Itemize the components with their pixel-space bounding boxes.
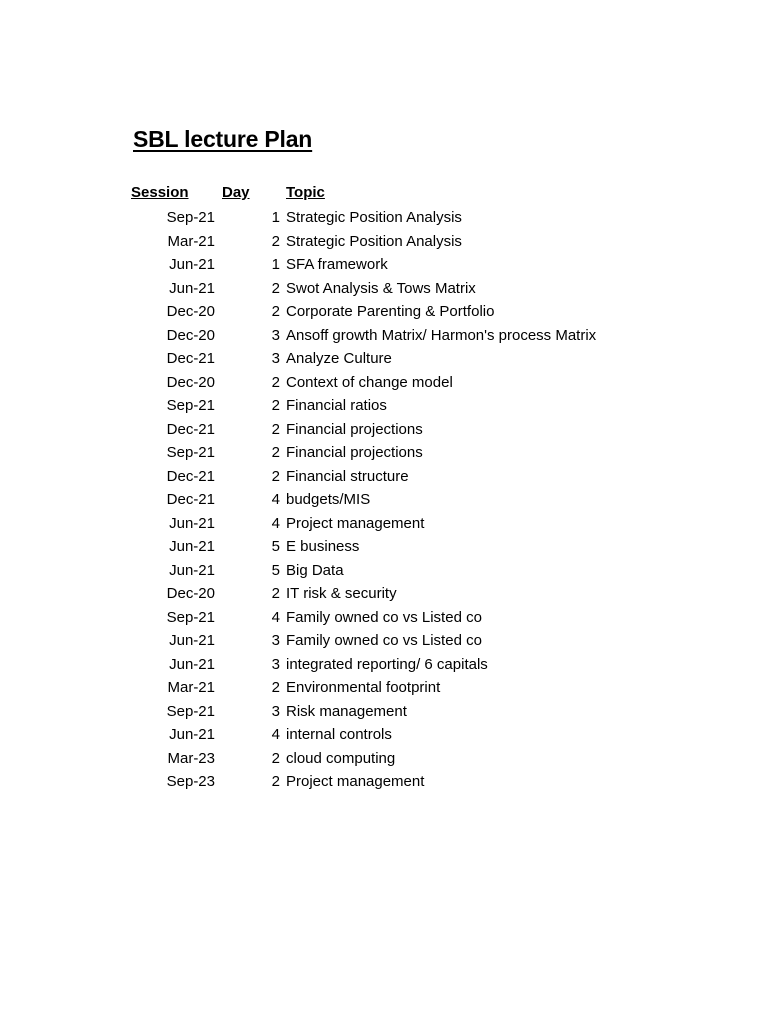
session-cell: Mar-21: [167, 232, 215, 250]
session-cell: Jun-21: [169, 561, 215, 579]
table-row: [0, 747, 768, 771]
topic-cell: internal controls: [286, 726, 392, 743]
session-cell: Dec-20: [166, 585, 215, 602]
topic-cell: IT risk & security: [286, 585, 397, 602]
table-row: [0, 559, 768, 583]
table-row: [0, 347, 768, 371]
table-row: [0, 770, 768, 794]
topic-cell: Environmental footprint: [286, 679, 441, 696]
topic-cell: Financial structure: [286, 467, 409, 485]
day-cell: 2: [271, 679, 280, 696]
topic-cell: SFA framework: [286, 256, 388, 273]
session-cell: Jun-21: [169, 655, 215, 673]
topic-cell: Corporate Parenting & Portfolio: [286, 303, 495, 320]
table-row: [0, 394, 768, 418]
topic-cell: budgets/MIS: [286, 491, 371, 508]
topic-cell: Strategic Position Analysis: [286, 232, 462, 250]
topic-cell: Risk management: [286, 702, 407, 720]
day-cell: 4: [271, 491, 280, 508]
table-row: [0, 676, 768, 700]
table-row: [0, 230, 768, 254]
session-cell: Sep-21: [166, 702, 215, 720]
table-header: [0, 184, 768, 206]
table-row: [0, 629, 768, 653]
day-cell: 2: [271, 444, 280, 461]
day-cell: 3: [271, 326, 280, 344]
page-title: SBL lecture Plan: [133, 126, 313, 152]
table-row: [0, 465, 768, 489]
table-row: [0, 418, 768, 442]
table-row: [0, 488, 768, 512]
day-cell: 3: [271, 702, 280, 720]
day-cell: 5: [271, 538, 280, 555]
table-row: [0, 300, 768, 324]
table-row: [0, 371, 768, 395]
day-cell: 2: [271, 773, 280, 790]
day-cell: 5: [271, 561, 280, 579]
topic-cell: Financial ratios: [286, 397, 387, 414]
session-cell: Dec-20: [166, 326, 215, 344]
day-cell: 1: [271, 256, 280, 273]
session-cell: Dec-20: [166, 373, 215, 391]
topic-cell: cloud computing: [286, 749, 396, 767]
session-cell: Sep-21: [166, 397, 215, 414]
session-cell: Dec-21: [166, 491, 215, 508]
day-cell: 2: [271, 585, 280, 602]
day-cell: 2: [271, 373, 280, 391]
session-cell: Sep-23: [166, 773, 215, 790]
session-cell: Sep-21: [166, 444, 215, 461]
topic-cell: Family owned co vs Listed co: [286, 608, 482, 626]
table-row: [0, 582, 768, 606]
column-header-day: Day: [222, 184, 250, 201]
topic-cell: E business: [286, 538, 360, 555]
topic-cell: Project management: [286, 514, 425, 532]
session-cell: Jun-21: [169, 279, 215, 297]
session-cell: Dec-20: [166, 303, 215, 320]
table-row: [0, 441, 768, 465]
session-cell: Jun-21: [169, 632, 215, 649]
day-cell: 4: [271, 514, 280, 532]
topic-cell: Strategic Position Analysis: [286, 209, 462, 226]
column-header-session: Session: [131, 184, 189, 201]
day-cell: 2: [271, 397, 280, 414]
table-row: [0, 512, 768, 536]
topic-cell: integrated reporting/ 6 capitals: [286, 655, 488, 673]
topic-cell: Analyze Culture: [286, 350, 392, 367]
session-cell: Dec-21: [166, 467, 215, 485]
day-cell: 2: [271, 420, 280, 438]
session-cell: Jun-21: [169, 514, 215, 532]
session-cell: Sep-21: [166, 209, 215, 226]
table-row: [0, 535, 768, 559]
table-row: [0, 606, 768, 630]
day-cell: 2: [271, 232, 280, 250]
session-cell: Jun-21: [169, 726, 215, 743]
session-cell: Sep-21: [166, 608, 215, 626]
table-row: [0, 253, 768, 277]
table-row: [0, 723, 768, 747]
topic-cell: Project management: [286, 773, 425, 790]
day-cell: 1: [271, 209, 280, 226]
column-header-topic: Topic: [286, 184, 325, 201]
table-row: [0, 324, 768, 348]
table-row: [0, 700, 768, 724]
day-cell: 4: [271, 726, 280, 743]
topic-cell: Financial projections: [286, 444, 423, 461]
topic-cell: Swot Analysis & Tows Matrix: [286, 279, 476, 297]
lecture-table: [0, 206, 768, 794]
day-cell: 3: [271, 655, 280, 673]
day-cell: 2: [271, 749, 280, 767]
table-row: [0, 277, 768, 301]
table-row: [0, 653, 768, 677]
session-cell: Dec-21: [166, 350, 215, 367]
day-cell: 3: [271, 632, 280, 649]
topic-cell: Family owned co vs Listed co: [286, 632, 482, 649]
day-cell: 2: [271, 467, 280, 485]
session-cell: Jun-21: [169, 256, 215, 273]
session-cell: Jun-21: [169, 538, 215, 555]
table-row: [0, 206, 768, 230]
session-cell: Mar-21: [167, 679, 215, 696]
session-cell: Dec-21: [166, 420, 215, 438]
day-cell: 4: [271, 608, 280, 626]
day-cell: 2: [271, 303, 280, 320]
day-cell: 2: [271, 279, 280, 297]
day-cell: 3: [271, 350, 280, 367]
topic-cell: Ansoff growth Matrix/ Harmon's process Matrix: [286, 326, 597, 344]
topic-cell: Financial projections: [286, 420, 423, 438]
topic-cell: Big Data: [286, 561, 344, 579]
session-cell: Mar-23: [167, 749, 215, 767]
topic-cell: Context of change model: [286, 373, 453, 391]
